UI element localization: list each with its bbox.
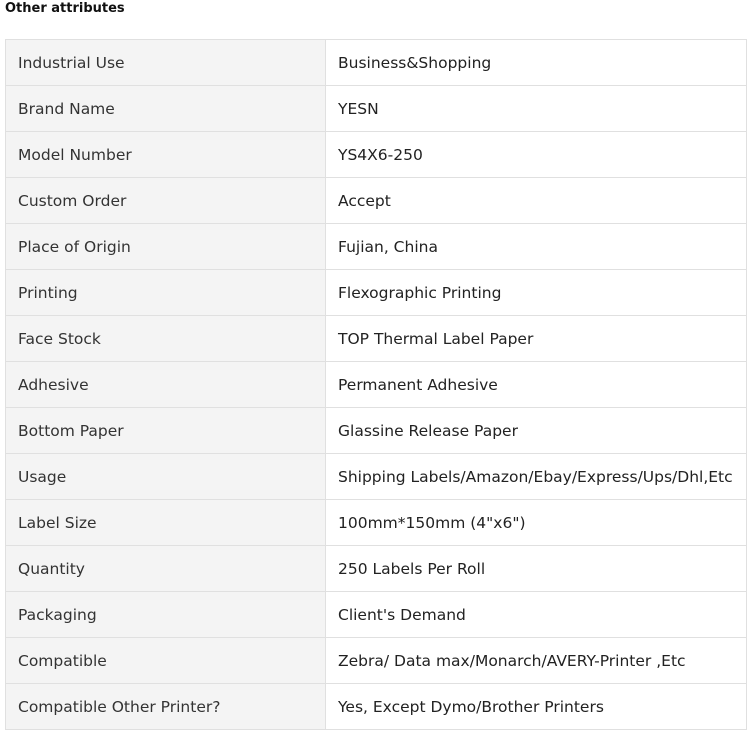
attribute-value: Fujian, China xyxy=(326,224,747,270)
attribute-value: Business&Shopping xyxy=(326,40,747,86)
attribute-label: Brand Name xyxy=(6,86,326,132)
attribute-label: Industrial Use xyxy=(6,40,326,86)
attribute-value: YS4X6-250 xyxy=(326,132,747,178)
table-row xyxy=(6,408,747,454)
attribute-label: Compatible xyxy=(6,638,326,684)
attribute-value: Client's Demand xyxy=(326,592,747,638)
attribute-value: Shipping Labels/Amazon/Ebay/Express/Ups/Dhl,Etc xyxy=(326,454,747,500)
table-row xyxy=(6,178,747,224)
attribute-label: Packaging xyxy=(6,592,326,638)
attribute-value: Glassine Release Paper xyxy=(326,408,747,454)
table-row xyxy=(6,224,747,270)
attributes-table xyxy=(5,39,747,730)
attribute-label: Custom Order xyxy=(6,178,326,224)
table-row xyxy=(6,362,747,408)
attribute-label: Adhesive xyxy=(6,362,326,408)
table-row xyxy=(6,684,747,730)
attribute-label: Compatible Other Printer? xyxy=(6,684,326,730)
attribute-label: Label Size xyxy=(6,500,326,546)
attribute-label: Quantity xyxy=(6,546,326,592)
attribute-value: TOP Thermal Label Paper xyxy=(326,316,747,362)
table-row xyxy=(6,270,747,316)
attribute-value: Zebra/ Data max/Monarch/AVERY-Printer ,Etc xyxy=(326,638,747,684)
attribute-value: Permanent Adhesive xyxy=(326,362,747,408)
attribute-label: Face Stock xyxy=(6,316,326,362)
table-row xyxy=(6,86,747,132)
table-row xyxy=(6,454,747,500)
table-row xyxy=(6,638,747,684)
attribute-value: 100mm*150mm (4"x6") xyxy=(326,500,747,546)
attribute-value: Accept xyxy=(326,178,747,224)
table-row xyxy=(6,592,747,638)
attribute-value: Flexographic Printing xyxy=(326,270,747,316)
attribute-label: Place of Origin xyxy=(6,224,326,270)
attribute-label: Model Number xyxy=(6,132,326,178)
table-row xyxy=(6,546,747,592)
attribute-label: Bottom Paper xyxy=(6,408,326,454)
attribute-label: Printing xyxy=(6,270,326,316)
attribute-value: 250 Labels Per Roll xyxy=(326,546,747,592)
attribute-value: Yes, Except Dymo/Brother Printers xyxy=(326,684,747,730)
table-row xyxy=(6,316,747,362)
attribute-value: YESN xyxy=(326,86,747,132)
table-row xyxy=(6,40,747,86)
section-title: Other attributes xyxy=(5,1,125,16)
table-row xyxy=(6,132,747,178)
table-row xyxy=(6,500,747,546)
attribute-label: Usage xyxy=(6,454,326,500)
